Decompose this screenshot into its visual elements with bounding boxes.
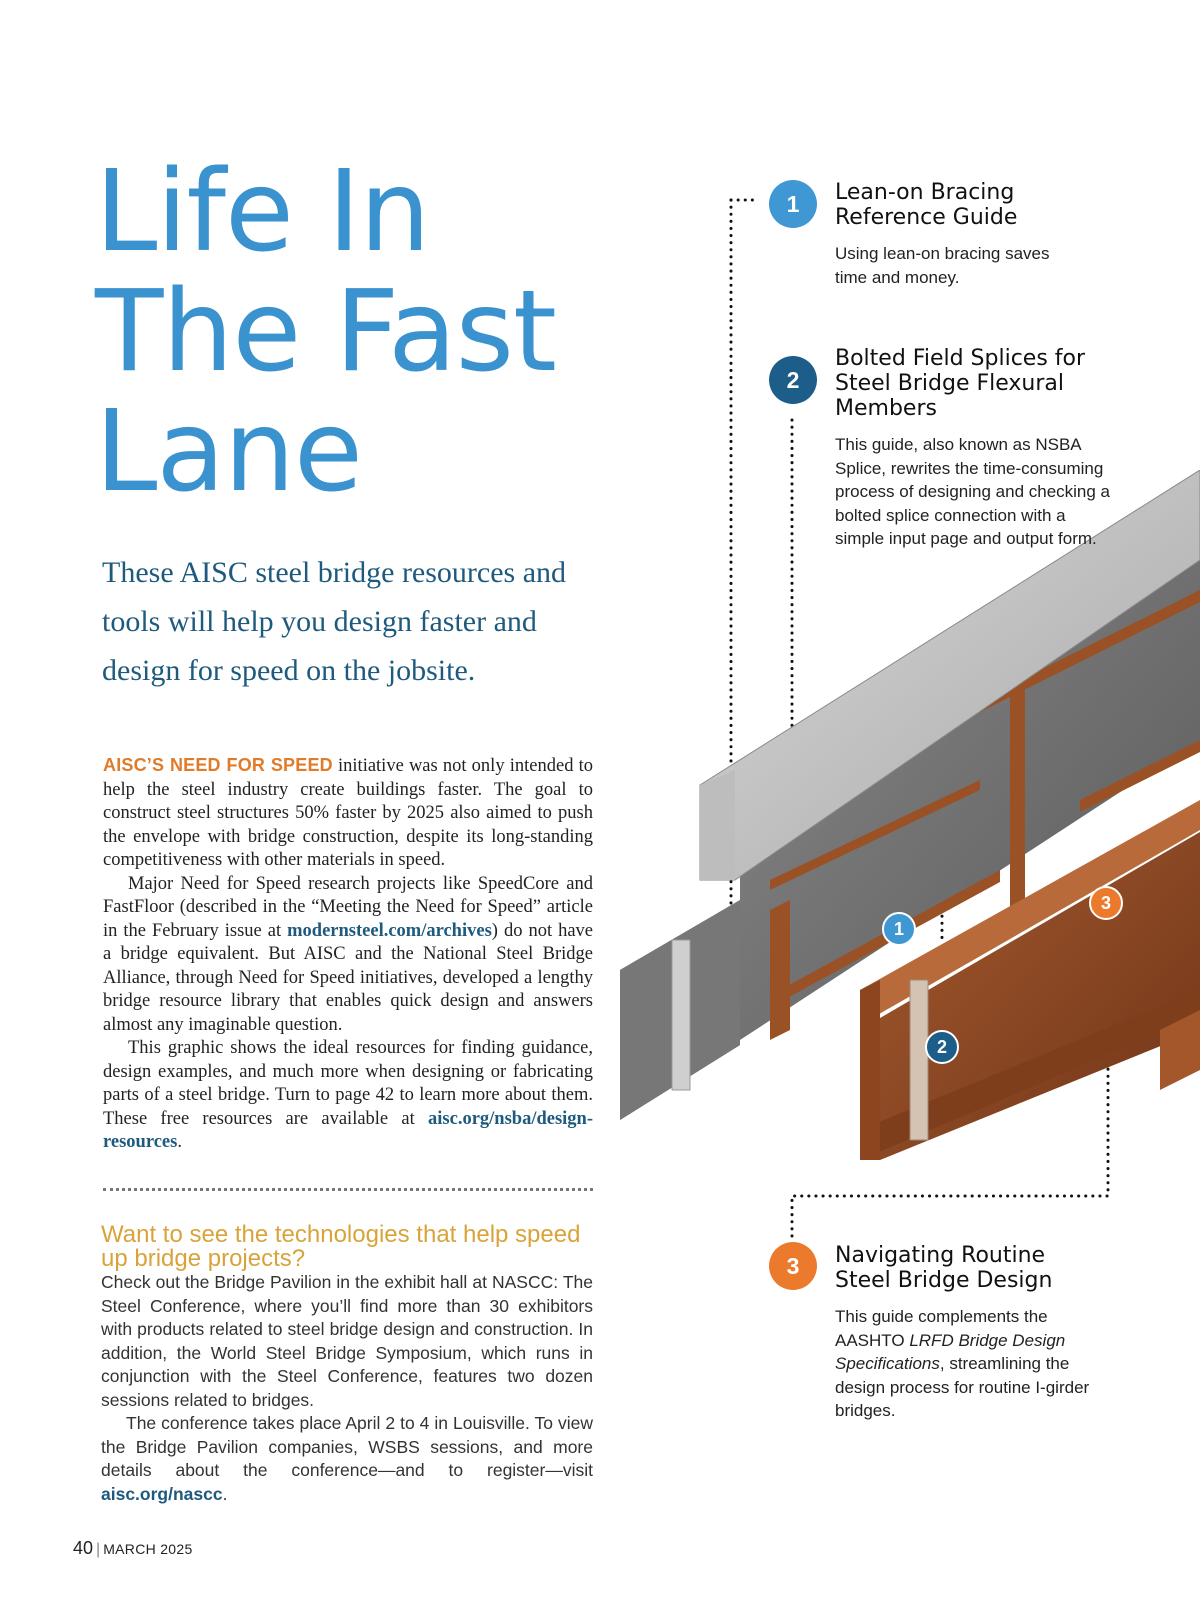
marker-3[interactable]: 3 (1089, 886, 1123, 920)
resource-1 (835, 180, 1065, 289)
issue-date: MARCH 2025 (103, 1541, 193, 1557)
subheading: These AISC steel bridge resources and tools will help you design faster and design for speed on the jobsite. (102, 556, 567, 687)
resource-2 (835, 346, 1110, 551)
resource-2-title: Bolted Field Splices for Steel Bridge Flexural Members (835, 346, 1086, 421)
paragraph-1: AISC’S NEED FOR SPEED initiative was not only intended to help the steel industry create buildings faster. The goal to construct steel structures 50% faster by 2025 also aimed to push the envelope with bridge construction, despite its long-standing competitiveness with other materials in speed. (103, 755, 593, 870)
sidebar-paragraph-1: Check out the Bridge Pavilion in the exhibit hall at NASCC: The Steel Conference, where you’ll find more than 30 exhibitors with products related to steel bridge design and construction. In addition, the World Steel Bridge Symposium, which runs in conjunction with the Steel Conference, features two dozen sessions related to bridges. (101, 1272, 593, 1410)
resource-1-desc: Using lean-on bracing saves time and money. (835, 244, 1050, 287)
splice-plate-2 (910, 980, 928, 1140)
badge-1: 1 (769, 180, 817, 228)
rust-girder-end (860, 980, 880, 1160)
link-design-resources[interactable]: aisc.org/nsba/design-resources (103, 1108, 593, 1152)
resource-1-title: Lean-on Bracing Reference Guide (835, 180, 1018, 230)
footer-separator: | (96, 1541, 101, 1558)
page-number: 40 (73, 1538, 94, 1558)
paragraph-2: Major Need for Speed research projects like SpeedCore and FastFloor (described in the “Meeting the Need for Speed” article in the February issue at modernsteel.com/archives) do not have a bridge equivalent. But AISC and the National Steel Bridge Alliance, through Need for Speed initiatives, developed a lengthy bridge resource library that enables quick design and answers almost any imaginable question. (103, 873, 593, 1035)
resource-3-desc: This guide complements the AASHTO LRFD Bridge Design Specifications, streamlining the design process for routine I-girder bridges. (835, 1307, 1090, 1420)
resource-3-title: Navigating Routine Steel Bridge Design (835, 1243, 1053, 1293)
paragraph-3: This graphic shows the ideal resources for finding guidance, design examples, and much more when designing or fabricating parts of a steel bridge. Turn to page 42 to learn more about them. These free resources are available at aisc.org/nsba/design-resources. (103, 1038, 593, 1152)
link-nascc[interactable]: aisc.org/nascc (101, 1483, 223, 1504)
resource-2-desc: This guide, also known as NSBA Splice, rewrites the time-consuming process of designing and checking a bolted splice connection with a simple input page and output form. (835, 435, 1111, 548)
marker-2[interactable]: 2 (925, 1030, 959, 1064)
marker-1[interactable]: 1 (882, 912, 916, 946)
title-line-1: Life In (95, 147, 430, 277)
resource-3 (835, 1243, 1100, 1423)
concrete-barrier-end (700, 770, 735, 880)
lead-in: AISC’S NEED FOR SPEED (103, 755, 333, 775)
badge-3: 3 (769, 1242, 817, 1290)
bridge-illustration (620, 470, 1200, 1230)
title-line-2: The Fast (95, 267, 556, 397)
title-line-3: Lane (95, 387, 362, 517)
sidebar-title: Want to see the technologies that help speed up bridge projects? (101, 1221, 581, 1272)
badge-2: 2 (769, 356, 817, 404)
link-modernsteel-archives[interactable]: modernsteel.com/archives (287, 920, 492, 941)
sidebar-paragraph-2: The conference takes place April 2 to 4 in Louisville. To view the Bridge Pavilion companies, WSBS sessions, and more details about the conference—and to register—visit aisc.org/nascc. (101, 1413, 593, 1504)
splice-plate-1 (672, 940, 690, 1090)
